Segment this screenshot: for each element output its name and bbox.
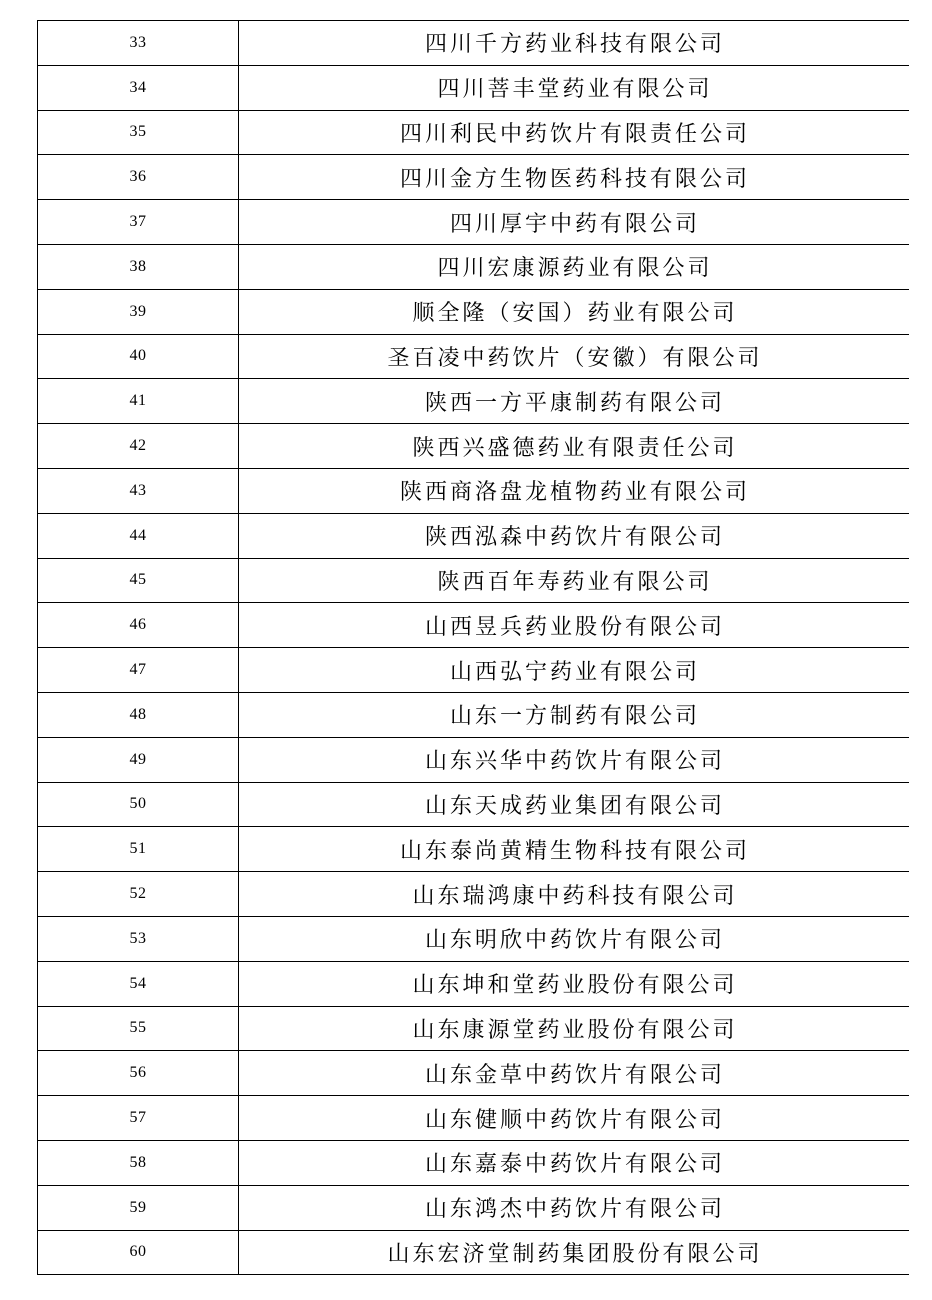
table-row <box>38 692 910 737</box>
company-name-cell: 四川金方生物医药科技有限公司 <box>239 155 910 200</box>
row-number-cell: 50 <box>38 782 239 827</box>
company-name-cell: 山东兴华中药饮片有限公司 <box>239 737 910 782</box>
company-name-cell: 山西弘宁药业有限公司 <box>239 648 910 693</box>
company-name-cell: 四川利民中药饮片有限责任公司 <box>239 110 910 155</box>
table-row <box>38 334 910 379</box>
row-number-cell: 35 <box>38 110 239 155</box>
company-name-cell: 山东嘉泰中药饮片有限公司 <box>239 1140 910 1185</box>
row-number-cell: 44 <box>38 513 239 558</box>
company-list-table-container <box>37 20 909 1300</box>
row-number-cell: 56 <box>38 1051 239 1096</box>
table-row <box>38 1230 910 1275</box>
row-number-cell: 33 <box>38 21 239 66</box>
row-number-cell: 36 <box>38 155 239 200</box>
row-number-cell: 39 <box>38 289 239 334</box>
row-number-cell: 58 <box>38 1140 239 1185</box>
table-row <box>38 872 910 917</box>
company-name-cell: 山东瑞鸿康中药科技有限公司 <box>239 872 910 917</box>
company-name-cell: 山东金草中药饮片有限公司 <box>239 1051 910 1096</box>
table-row <box>38 1096 910 1141</box>
company-name-cell: 山东鸿杰中药饮片有限公司 <box>239 1185 910 1230</box>
row-number-cell: 46 <box>38 603 239 648</box>
company-name-cell: 山东健顺中药饮片有限公司 <box>239 1096 910 1141</box>
row-number-cell: 38 <box>38 244 239 289</box>
company-name-cell: 圣百凌中药饮片（安徽）有限公司 <box>239 334 910 379</box>
table-row <box>38 648 910 693</box>
table-row <box>38 1006 910 1051</box>
company-name-cell: 山东一方制药有限公司 <box>239 692 910 737</box>
row-number-cell: 53 <box>38 916 239 961</box>
row-number-cell: 41 <box>38 379 239 424</box>
company-name-cell: 陕西商洛盘龙植物药业有限公司 <box>239 468 910 513</box>
table-row <box>38 558 910 603</box>
company-name-cell: 四川菩丰堂药业有限公司 <box>239 65 910 110</box>
table-row <box>38 21 910 66</box>
row-number-cell: 60 <box>38 1230 239 1275</box>
row-number-cell: 37 <box>38 200 239 245</box>
company-name-cell: 陕西一方平康制药有限公司 <box>239 379 910 424</box>
row-number-cell: 55 <box>38 1006 239 1051</box>
table-row <box>38 424 910 469</box>
table-row <box>38 244 910 289</box>
company-name-cell: 山东康源堂药业股份有限公司 <box>239 1006 910 1051</box>
company-name-cell: 陕西泓森中药饮片有限公司 <box>239 513 910 558</box>
table-row <box>38 513 910 558</box>
company-name-cell: 顺全隆（安国）药业有限公司 <box>239 289 910 334</box>
company-name-cell: 山东宏济堂制药集团股份有限公司 <box>239 1230 910 1275</box>
table-row <box>38 782 910 827</box>
row-number-cell: 42 <box>38 424 239 469</box>
row-number-cell: 51 <box>38 827 239 872</box>
row-number-cell: 43 <box>38 468 239 513</box>
company-name-cell: 山东天成药业集团有限公司 <box>239 782 910 827</box>
company-name-cell: 四川宏康源药业有限公司 <box>239 244 910 289</box>
table-row <box>38 1051 910 1096</box>
table-row <box>38 155 910 200</box>
table-body <box>38 21 910 1275</box>
company-name-cell: 陕西百年寿药业有限公司 <box>239 558 910 603</box>
row-number-cell: 45 <box>38 558 239 603</box>
company-name-cell: 陕西兴盛德药业有限责任公司 <box>239 424 910 469</box>
table-row <box>38 289 910 334</box>
table-row <box>38 1140 910 1185</box>
table-row <box>38 916 910 961</box>
row-number-cell: 47 <box>38 648 239 693</box>
table-row <box>38 379 910 424</box>
table-row <box>38 1185 910 1230</box>
row-number-cell: 57 <box>38 1096 239 1141</box>
company-name-cell: 山东明欣中药饮片有限公司 <box>239 916 910 961</box>
company-name-cell: 山西昱兵药业股份有限公司 <box>239 603 910 648</box>
row-number-cell: 52 <box>38 872 239 917</box>
table-row <box>38 200 910 245</box>
company-name-cell: 山东坤和堂药业股份有限公司 <box>239 961 910 1006</box>
row-number-cell: 59 <box>38 1185 239 1230</box>
row-number-cell: 48 <box>38 692 239 737</box>
row-number-cell: 34 <box>38 65 239 110</box>
table-row <box>38 468 910 513</box>
row-number-cell: 40 <box>38 334 239 379</box>
company-name-cell: 四川厚宇中药有限公司 <box>239 200 910 245</box>
row-number-cell: 49 <box>38 737 239 782</box>
company-name-cell: 山东泰尚黄精生物科技有限公司 <box>239 827 910 872</box>
table-row <box>38 737 910 782</box>
table-row <box>38 110 910 155</box>
table-row <box>38 603 910 648</box>
table-row <box>38 65 910 110</box>
table-row <box>38 961 910 1006</box>
company-list-table <box>37 20 909 1275</box>
row-number-cell: 54 <box>38 961 239 1006</box>
table-row <box>38 827 910 872</box>
company-name-cell: 四川千方药业科技有限公司 <box>239 21 910 66</box>
